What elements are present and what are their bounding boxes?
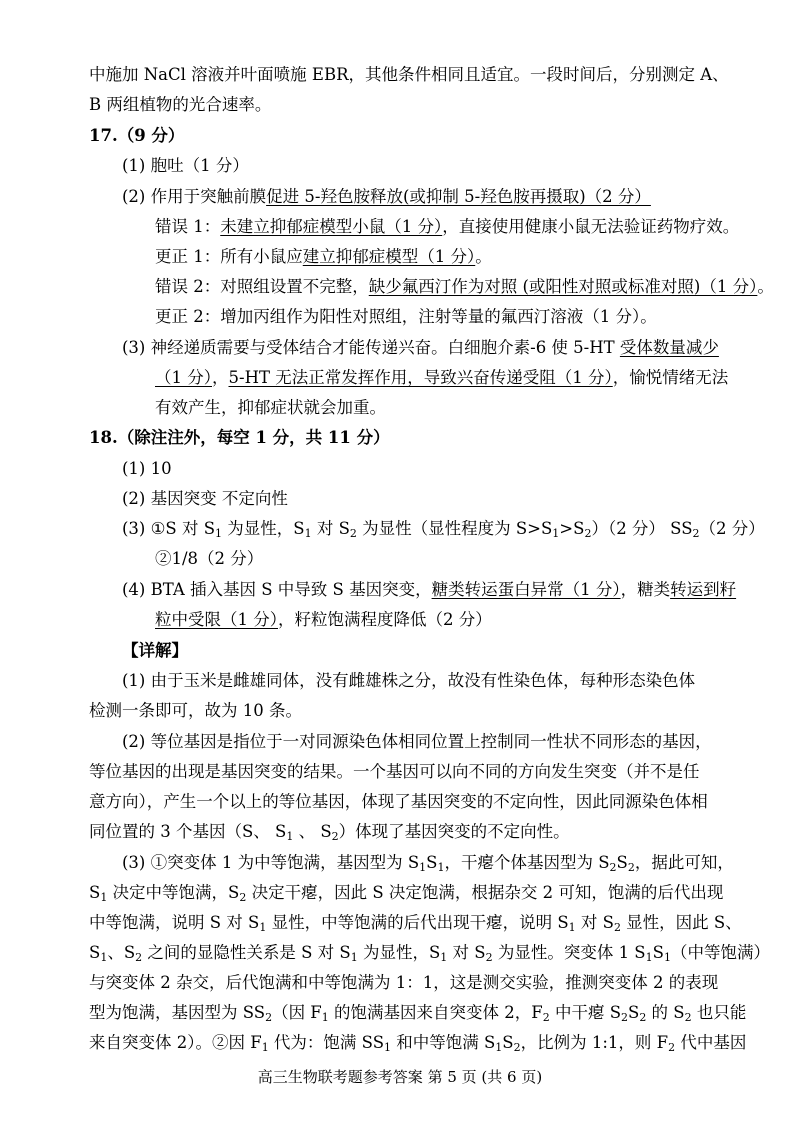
sub: 2 [692,527,700,540]
q17-error-1 [155,212,739,242]
detail-p3-line-5: 与突变体 2 杂交，后代饱满和中等饱满为 1：1，这是测交实验，推测突变体 2 的表现 [89,973,719,992]
text: S [89,943,101,962]
sub: 1 [552,527,560,540]
sub: 1 [419,861,427,874]
q18-answer-1: (1) 10 [122,459,172,478]
text: 中干瘪 S [549,1003,621,1022]
text: ，干瘪个体基因型为 S [444,853,610,872]
answer-3-text: (3) 神经递质需要与受体结合才能传递兴奋。白细胞介素-6 使 5-HT [122,338,620,357]
error-1-label: 错误 1： [155,217,221,236]
text: >S [559,519,585,538]
text: ，籽粒饱满程度降低（2 分） [278,610,492,629]
detail-p3-line-2 [89,878,723,908]
text: 决定干瘪，因此 S 决定饱满，根据杂交 2 可知，饱满的后代出现 [246,883,724,902]
q17-answer-3-line-2 [155,363,728,393]
error-1-rest: ，直接使用健康小鼠无法验证药物疗效。 [442,217,740,236]
fix-1-key: 建立抑郁症模型（1 分） [302,247,476,266]
text: 为显性，S [222,519,305,538]
detail-p3-line-4 [89,938,770,968]
page-footer: 高三生物联考题参考答案 第 5 页 (共 6 页) [257,1068,543,1086]
sub: 2 [584,527,592,540]
text: 也只能 [691,1003,747,1022]
sub: 1 [261,1041,269,1054]
text: ，据此可知， [634,853,734,872]
q17-answer-1: (1) 胞吐（1 分） [122,156,249,175]
text: 为显性（显性程度为 S>S [356,519,553,538]
sub: 1 [440,951,448,964]
sub: 2 [349,527,357,540]
answer-4-key-1: 糖类转运蛋白异常（1 分） [431,580,621,599]
sub: 2 [331,830,339,843]
text: 显性，因此 S、 [620,913,742,932]
detail-p3-line-3 [89,908,742,938]
q18-heading: 18.（除注注外，每空 1 分，共 11 分） [89,428,390,447]
sub: 1 [663,951,671,964]
sub: 1 [495,1041,503,1054]
sub: 1 [384,1041,391,1054]
sub: 2 [684,1011,692,1024]
sub: 2 [513,1041,521,1054]
sub: 2 [239,891,247,904]
q17-answer-2-key: 促进 5-羟色胺释放(或抑制 5-羟色胺再摄取)（2 分） [266,187,651,206]
q18-answer-4-line-2 [155,605,492,635]
q17-error-2 [155,272,774,302]
text: （2 分） [699,519,765,538]
sub: 2 [485,951,493,964]
text: 、 S [293,822,332,841]
text: ）（2 分） SS [591,519,693,538]
answer-4-key-3: 粒中受限（1 分） [155,610,278,629]
q17-answer-3-line-1 [122,333,719,363]
q17-heading: 17.（9 分） [89,126,185,145]
sub: 1 [286,830,294,843]
sub: 2 [609,861,617,874]
fix-1-rest: 。 [475,247,492,266]
text: S [616,853,628,872]
answer-3-comma: ， [212,368,229,387]
answer-3-rest: ，愉悦情绪无法 [612,368,729,387]
answer-4-key-2: 转运到籽 [670,580,737,599]
q18-answer-4-line-1 [122,575,736,605]
error-1-key: 未建立抑郁症模型小鼠（1 分） [220,217,443,236]
answer-3-key-1: 受体数量减少 [619,338,719,357]
sub: 1 [568,921,576,934]
sub: 2 [621,1011,628,1024]
intro-line-2: B 两组植物的光合速率。 [89,95,272,114]
sub: 1 [215,527,223,540]
text: 来自突变体 2）。②因 F [89,1033,262,1052]
fix-1-label: 更正 1：所有小鼠应 [155,247,303,266]
text: S [652,943,664,962]
text: （中等饱满） [670,943,770,962]
text: 对 S [447,943,486,962]
error-2-label: 错误 2：对照组设置不完整， [155,277,369,296]
sub: 1 [100,891,108,904]
text: 代为：饱满 SS [268,1033,384,1052]
text: ，比例为 1:1，则 F [520,1033,669,1052]
q17-answer-3-line-3: 有效产生，抑郁症状就会加重。 [155,398,386,417]
text: 同位置的 3 个基因（S、 S [89,822,287,841]
text: S [502,1033,514,1052]
error-2-rest: 。 [757,277,774,296]
text: (3) ①突变体 1 为中等饱满，基因型为 S [122,853,420,872]
text: S [89,883,101,902]
sub: 1 [304,527,312,540]
text: ）体现了基因突变的不定向性。 [338,822,570,841]
detail-p1-line-1: (1) 由于玉米是雌雄同体，没有雌雄株之分，故没有性染色体，每种形态染色体 [122,671,696,690]
text: 中等饱满，说明 S 对 S [89,913,260,932]
q18-answer-3-line-1 [122,514,765,544]
text: ，糖类 [620,580,671,599]
sub: 2 [639,1011,647,1024]
text: 的饱满基因来自突变体 2，F [328,1003,543,1022]
text: 显性，中等饱满的后代出现干瘪，说明 S [266,913,569,932]
text: S [628,1003,640,1022]
q17-fix-2: 更正 2：增加丙组作为阳性对照组，注射等量的氟西汀溶液（1 分）。 [155,307,657,326]
text: (3) ①S 对 S [122,519,216,538]
text: (4) BTA 插入基因 S 中导致 S 基因突变， [122,580,432,599]
detail-p2-line-1: (2) 等位基因是指位于一对同源染色体相同位置上控制同一性状不同形态的基因， [122,732,712,751]
detail-p3-line-7 [89,1028,746,1058]
text: 型为饱满，基因型为 SS [89,1003,266,1022]
sub: 1 [645,951,653,964]
sub: 1 [100,951,108,964]
detail-heading: 【详解】 [122,641,188,660]
answer-3-key-2: （1 分） [155,368,212,387]
text: 之间的显隐性关系是 S 对 S [142,943,351,962]
text: 代中基因 [675,1033,747,1052]
q17-answer-2-prefix: (2) 作用于突触前膜 [122,187,267,206]
text: 对 S [311,519,350,538]
sub: 2 [668,1041,676,1054]
sub: 2 [613,921,621,934]
detail-p2-line-4 [89,817,570,847]
intro-line-1: 中施加 NaCl 溶液并叶面喷施 EBR，其他条件相同且适宜。一段时间后，分别测定 A、 [89,65,729,84]
sub: 2 [627,861,635,874]
q17-fix-1 [155,242,492,272]
q18-answer-3-line-2: ②1/8（2 分） [155,549,264,568]
text: 为显性。突变体 1 S [492,943,646,962]
text: 决定中等饱满，S [107,883,240,902]
text: 的 S [646,1003,685,1022]
sub: 2 [135,951,143,964]
text: 和中等饱满 S [391,1033,496,1052]
detail-p3-line-1 [122,848,734,878]
sub: 1 [321,1011,329,1024]
text: S [426,853,438,872]
detail-p2-line-3: 意方向），产生一个以上的等位基因，体现了基因突变的不定向性，因此同源染色体相 [89,792,708,811]
detail-p1-line-2: 检测一条即可，故为 10 条。 [89,701,302,720]
answer-3-key-3: 5-HT 无法正常发挥作用，导致兴奋传递受阻（1 分） [228,368,613,387]
sub: 1 [350,951,358,964]
text: 、S [107,943,136,962]
text: 为显性，S [357,943,441,962]
error-2-key: 缺少氟西汀作为对照 (或阳性对照或标准对照)（1 分） [368,277,758,296]
q17-answer-2 [122,182,651,212]
sub: 2 [265,1011,273,1024]
text: 对 S [575,913,614,932]
sub: 1 [259,921,267,934]
detail-p2-line-2: 等位基因的出现是基因突变的结果。一个基因可以向不同的方向发生突变（并不是任 [89,762,700,781]
sub: 1 [437,861,445,874]
text: （因 F [272,1003,322,1022]
detail-p3-line-6 [89,998,746,1028]
q18-answer-2: (2) 基因突变 不定向性 [122,489,288,508]
sub: 2 [542,1011,550,1024]
